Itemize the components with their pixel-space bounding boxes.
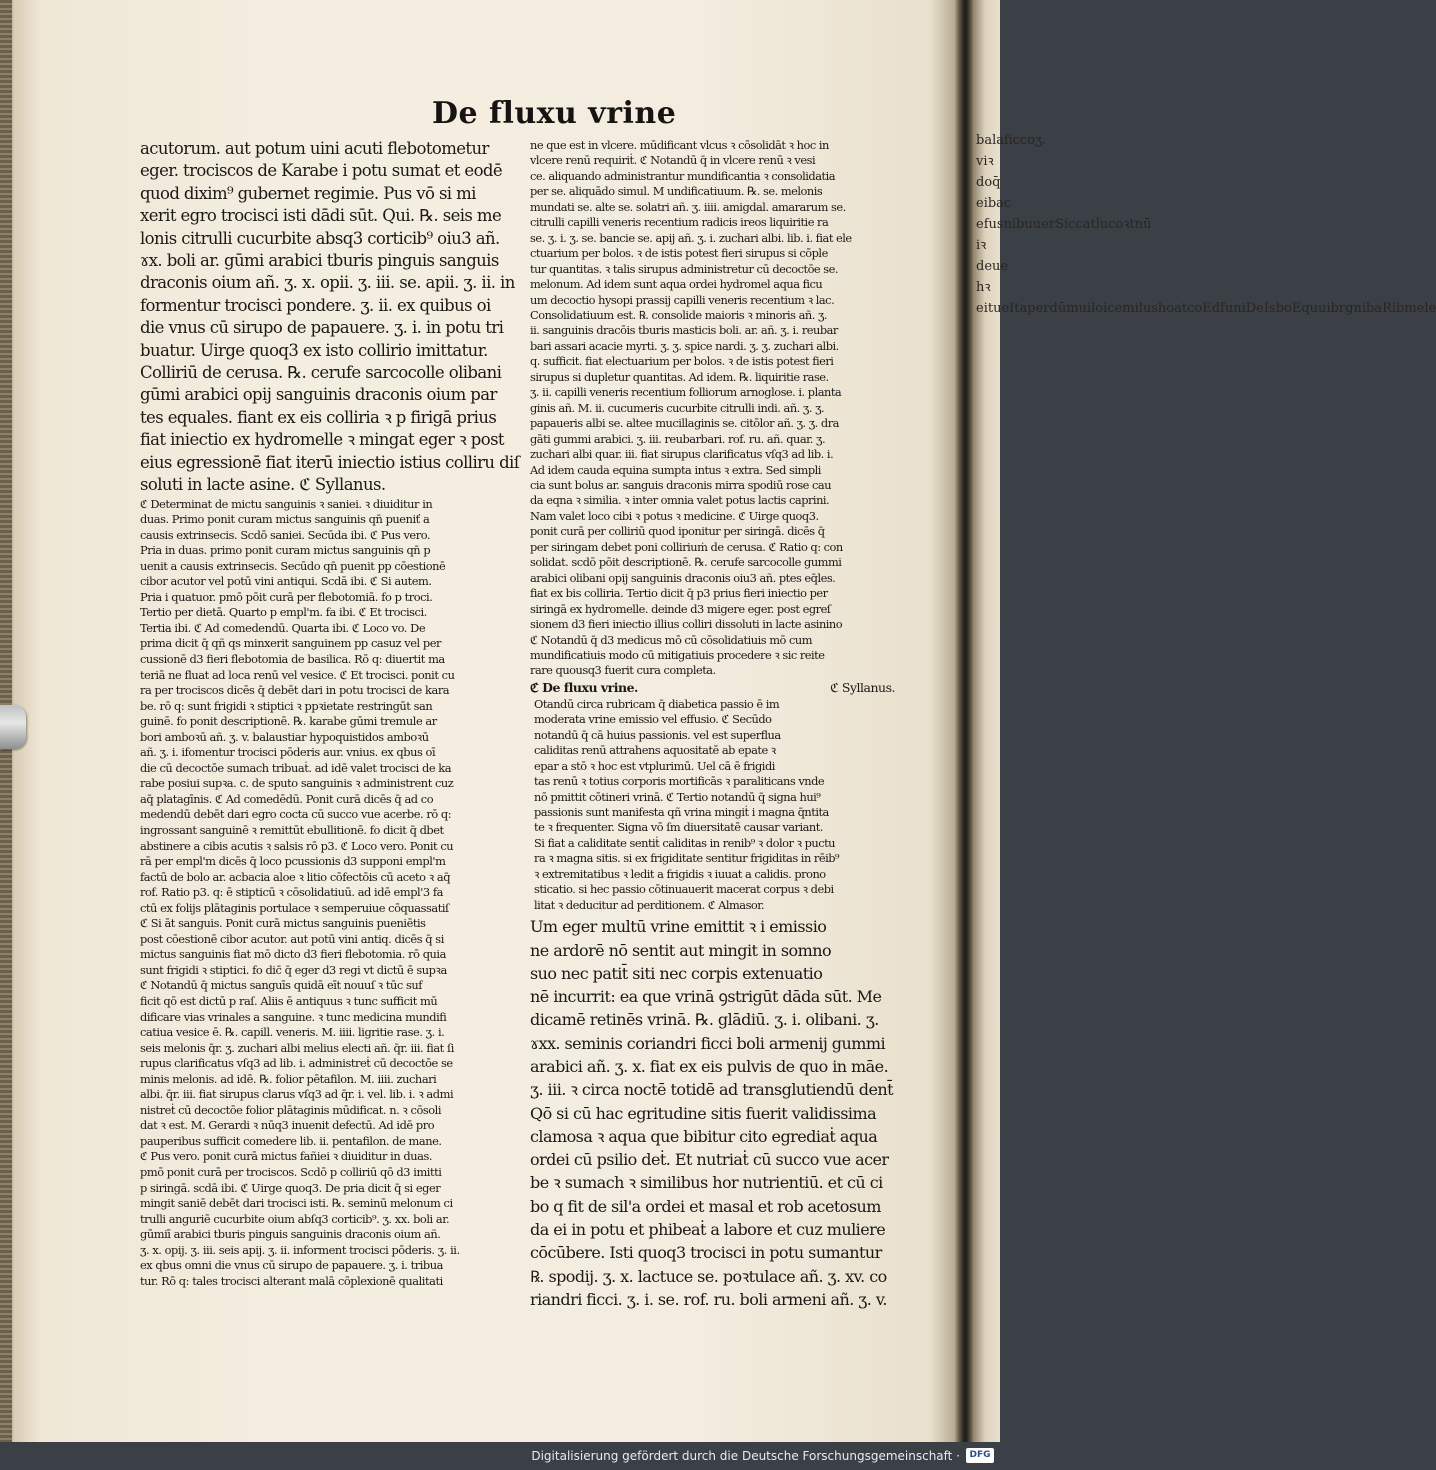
commentary-line: die cū decoctōe sumach tribuaṫ. ad idē valet trocisci de ka [140,760,452,775]
next-page-fragment: ilo [1086,301,1104,316]
next-page-fragment: dū [1049,301,1067,316]
commentary-line: factū de bolo ar. acbacia aloe ꝛ litio cōfectōis cū aceto ꝛ aq̄ [140,869,451,884]
commentary-line: litat ꝛ deducitur ad perditionem. ℭ Almasor. [534,897,765,912]
right-column-main-text [530,915,895,1311]
text-line: clamosa ꝛ aqua que bibitur cito egrediaṫ aqua [530,1126,878,1146]
text-line: cōcūbere. Isti quoq3 trocisci in potu sumantur [530,1243,882,1263]
next-page-fragment: nū i [976,217,1152,253]
next-page-fragment: uer [1032,217,1056,232]
text-line: riandri ficci. ʒ. i. se. rof. ru. boli armeni añ. ʒ. v. [530,1289,887,1309]
text-line: acutorum. aut potum uini acuti flebotometur [140,139,489,158]
next-page-fragment: lus [1138,301,1158,316]
commentary-line: ex qbus omni die vnus cū sirupo de papauere. ʒ. i. tribua [140,1258,443,1273]
text-line: quod dixim⁹ gubernet regimie. Pus vō si mi [140,183,476,203]
commentary-line: epar a stō ꝛ hoc est vtplurimū. Uel cā ē frigidi [534,758,775,773]
text-line: eger. trociscos de Karabe i potu sumat et eodē [140,161,503,181]
commentary-line: per se. aliquādo simul. M undificatiuum. ℞. se. melonis [530,184,823,199]
commentary-line: cia sunt bolus ar. sanguis draconis mirra spodiū rose cau [530,477,832,492]
left-column [140,138,520,1289]
commentary-line: abstinere a cibis acutis ꝛ salsis rō p3. ℭ Loco vero. Ponit cu [140,838,454,853]
next-page-fragment: Ed [1202,301,1221,316]
next-page-edge-text [976,130,1436,1230]
commentary-line: ℭ Notandū q̄ d3 medicus mō cū cōsolidatiuis mō cum [530,632,813,647]
commentary-line: Otandū circa rubricam q̄ diabetica passio ē im [534,696,780,711]
commentary-line: medendū debēt dari egro cocta cū succo vue acerbe. rō q: [140,807,452,822]
text-line: dicamē retinēs vrinā. ℞. glādiū. ʒ. i. olibani. ʒ. [530,1010,879,1030]
next-page-fragment: De [1245,301,1264,316]
right-column-commentary-a [530,138,895,679]
dfg-logo: DFG [966,1448,994,1463]
commentary-line: ce. aliquando administrantur mundificantia ꝛ consolidatia [530,168,836,183]
text-line: Qō si cū hac egritudine sitis fuerit validissima [530,1103,877,1123]
text-line: da ei in potu et phibeaṫ a labore et cuz muliere [530,1220,886,1240]
right-column-commentary-b [530,697,895,913]
commentary-line: ingrossant sanguinē ꝛ remittūt ebullitionē. fo dicit q̄ dbet [140,822,444,837]
next-page-fragment: tue [987,301,1010,316]
commentary-line: sunt frigidi ꝛ stiptici. fo dic̄ q̄ eger d3 regi vt dictū ē supꝛa [140,962,447,977]
commentary-line: tas renū ꝛ totius corporis mortificās ꝛ paraliticans vnde [534,774,825,789]
next-page-fragment: ni [1233,301,1246,316]
commentary-line: ra ꝛ magna sitis. si ex frigiditate sentitur frigiditas in rēib⁹ [534,851,840,866]
next-page-fragment: R [1382,301,1392,316]
gutter-shadow [955,0,973,1442]
text-line: gūmi arabici opij sanguinis draconis oium par [140,385,497,405]
commentary-line: rā per empl'm dicēs q̄ loco pcussionis d3 supponi empl'm [140,854,446,869]
next-page-fragment: ꝛ de [976,238,993,274]
commentary-line: ꝛ extremitatibus ꝛ ledit a frigidis ꝛ iuuat a calidis. prono [534,866,826,881]
commentary-line: ra per trociscos dicēs q̄ debēt dari in potu trocisci de kara [140,683,450,698]
text-line: Colliriū de cerusa. ℞. cerufe sarcocolle olibani [140,363,502,383]
next-page-fragment: bo [1275,301,1292,316]
commentary-line: melonum. Ad idem sunt aqua ordei hydromel aqua ficu [530,277,823,292]
commentary-line: albi. q̄r. iii. fiat sirupus clarus vſq3 ad q̄r. i. vel. lib. i. ꝛ admi [140,1087,454,1102]
commentary-line: rupus clarificatus vſq3 ad lib. i. administreṫ cū decoctōe se [140,1056,453,1071]
commentary-line: ʒ. x. opij. ʒ. iii. seis apij. ʒ. ii. informent trocisci pōderis. ʒ. ii. [140,1242,460,1257]
text-line: soluti in lacte asine. ℭ Syllanus. [140,475,386,495]
commentary-line: per siringam debet poni colliriuṁ de cerusa. ℭ Ratio q: con [530,539,843,554]
next-page-fragment: cat [1075,217,1096,232]
commentary-line: bori amboꝛū añ. ʒ. v. balaustiar hypoquistidos amboꝛū [140,729,429,744]
commentary-line: ne que est in vlcere. mūdificant vlcus ꝛ cōsolidāt ꝛ hoc in [530,138,829,152]
next-page-fragment: per [1027,301,1050,316]
footer-bar [0,1442,1000,1470]
commentary-line: caliditas renū attrahens aquositatē ab epate ꝛ [534,743,776,758]
commentary-line: cibor acutor vel potū vini antiqui. Scdā ibi. ℭ Si autem. [140,574,432,589]
next-page-fragment: ꝛ ei [976,280,991,316]
commentary-line: arabici olibani opij sanguinis draconis oiu3 añ. ptes eq̄les. [530,570,836,585]
text-line: die vnus cū sirupo de papauere. ʒ. i. in potu tri [140,318,504,338]
commentary-line: sirupus si dupletur quantitas. Ad idem. ℞. liquiritie rase. [530,369,829,384]
commentary-line: teriā ne fluat ad loca renū vel vesice. ℭ Et trocisci. ponit cu [140,667,455,682]
commentary-line: ginis añ. M. ii. cucumeris cucurbite citrulli indi. añ. ʒ. ʒ. [530,400,825,415]
footer-credit: Digitalisierung gefördert durch die Deutsche Forschungsgemeinschaft · [531,1449,960,1463]
next-page-fragment: E [1291,301,1302,316]
commentary-line: Consolidatiuum est. ℞. consolide maioris ꝛ minoris añ. ʒ. [530,307,827,322]
next-page-fragment: ui [1318,301,1331,316]
text-line: arabici añ. ʒ. x. fiat ex eis pulvis de quo in māe. [530,1056,889,1076]
commentary-line: mictus sanguinis fiat mō dicto d3 fieri flebotomia. rō quia [140,947,446,962]
commentary-line: ctuarium per bolos. ꝛ de istis potest fieri sirupus si cōple [530,246,828,261]
text-line: ɤxx. seminis coriandri ficci boli armenij gummi [530,1033,886,1053]
next-page-fragment: Sic [1055,217,1076,232]
text-line: lonis citrulli cucurbite absq3 corticib⁹ oiu3 añ. [140,228,500,248]
next-page-fragment: coꝛt [1108,217,1135,232]
commentary-line: q. sufficit. fiat electuarium per bolos. ꝛ de istis potest fieri [530,354,834,369]
text-line: Um eger multū vrine emittit ꝛ i emissio [530,917,827,937]
text-line: suo nec patit̄ siti nec corpis extenuatio [530,963,823,983]
text-line: ʒ. iii. ꝛ circa noctē totidē ad transglutiendū dent̄ [530,1080,894,1100]
commentary-line: Si fiat a caliditate sentiṫ caliditas in renib⁹ ꝛ dolor ꝛ puctu [534,835,836,850]
text-line: draconis oium añ. ʒ. x. opii. ʒ. iii. se. apii. ʒ. ii. in [140,273,515,293]
commentary-line: prima dicit q̄ qñ qs minxerit sanguinem pp casuz vel per [140,636,441,651]
commentary-line: rof. Ratio p3. q: ē stipticū ꝛ cōsolidatiuū. ad idē empl'3 fa [140,885,443,900]
right-column [530,138,895,1311]
commentary-line: ℭ Pus vero. ponit curā mictus fañiei ꝛ diuiditur in duas. [140,1149,433,1164]
next-page-fragment: br [1330,301,1346,316]
book-clasp [0,705,26,749]
commentary-line: da eqna ꝛ similia. ꝛ inter omnia valet potus lactis caprini. [530,493,830,508]
next-page-fragment: le [1424,301,1436,316]
next-page-fragment: lu [1095,217,1109,232]
commentary-line: cussionē d3 fieri flebotomia de basilica. Rō q: diuertit ma [140,651,445,666]
commentary-line: be. rō q: sunt frigidi ꝛ stiptici ꝛ ppꝛietate restringūt san [140,698,433,713]
next-page-fragment: Ita [1009,301,1028,316]
commentary-line: dat ꝛ est. M. Gerardi ꝛ nūq3 inuenit defectū. Ad idē pro [140,1118,435,1133]
text-line: tes equales. fiant ex eis colliria ꝛ p firigā prius [140,407,497,427]
text-line: formentur trocisci pondere. ʒ. ii. ex quibus oi [140,295,491,315]
next-page-fragment: ficco [1003,133,1036,148]
commentary-line: nistreṫ cū decoctōe folior plātaginis mūdificat. n. ꝛ cōsoli [140,1102,442,1117]
commentary-line: mundati se. alte se. solatri añ. ʒ. iiii. amigdal. amararum se. [530,199,846,214]
commentary-line: guinē. fo ponit descriptionē. ℞. karabe gūmi tremule ar [140,714,437,729]
commentary-line: causis extrinsecis. Scdō saniei. Secūda ibi. ℭ Pus vero. [140,527,431,542]
commentary-line: trulli anguriē cucurbite oium abſq3 corticib⁹. ʒ. xx. boli ar. [140,1211,450,1226]
text-line: fiat iniectio ex hydromelle ꝛ mingat eger ꝛ post [140,430,504,450]
text-line: ɤx. boli ar. gūmi arabici tburis pinguis sanguis [140,251,499,271]
text-line: ℞. spodij. ʒ. x. lactuce se. poꝛtulace añ. ʒ. xv. co [530,1266,887,1286]
text-line: nē incurrit: ea que vrinā ꝯstrigūt dāda sūt. Me [530,987,882,1007]
commentary-line: citrulli capilli veneris recentium radicis ireos liquiritie ra [530,215,829,230]
next-page-fragment: bala [976,133,1004,148]
commentary-line: tur quantitas. ꝛ talis sirupus administretur cū decoctōe se. [530,261,838,276]
commentary-line: mingit saniē debēt dari trocisci isti. ℞. seminū melonum ci [140,1196,453,1211]
commentary-line: bari assari acacie myrti. ʒ. ʒ. spice nardi. ʒ. ʒ. zuchari albi. [530,338,839,353]
commentary-line: mundificatiuis modo cū mitigatiuis procedere ꝛ sic reite [530,647,825,662]
commentary-line: ℭ Si āt sanguis. Ponit curā mictus sanguinis pueniētis [140,916,426,931]
next-page-fragment: ue h [976,259,1009,295]
next-page-fragment: Is [1263,301,1276,316]
commentary-line: uenit a causis extrinsecis. Secūdo qn̄ puenit pp cōestionē [140,558,446,573]
commentary-line: Tertia ibi. ℭ Ad comedendū. Quarta ibi. ℭ Loco vo. De [140,620,426,635]
commentary-line: seis melonis q̄r. ʒ. zuchari albi melius electi añ. q̄r. iii. fiat ſi [140,1040,454,1055]
next-page-fragment: ʒ. vi [976,133,1047,169]
commentary-line: p siringā. scdā ibi. ℭ Uirge quoq3. De pria dicit q̄ si eger [140,1180,441,1195]
commentary-line: passionis sunt manifesta qñ vrina mingiṫ i magna q̄ntita [534,805,829,820]
next-page-fragment: bac e [976,196,1012,232]
next-page-fragment: fus [983,217,1004,232]
running-head: De fluxu vrine [432,96,677,131]
commentary-line: solidat. scdō pōit descriptionē. ℞. cerufe sarcocolle gummi [530,555,842,570]
commentary-line: moderata vrine emissio vel effusio. ℭ Secūdo [534,712,772,727]
commentary-line: pauperibus sufficit comedere lib. ii. pentafilon. de mane. [140,1133,442,1148]
commentary-line: ficit qō est dictū p raſ. Aliis ē antiquus ꝛ tunc sufficit mū [140,994,438,1008]
text-line: bo q fit de sil'a ordei et masal et rob acetosum [530,1196,881,1216]
commentary-line: pmō ponit curā per trociscos. Scdō p colliriū qō d3 imitti [140,1165,442,1180]
commentary-line: minis melonis. ad idē. ℞. folior pētafilon. M. iiii. zuchari [140,1071,437,1086]
commentary-line: se. ʒ. i. ʒ. se. bancie se. apij añ. ʒ. i. zuchari albi. lib. i. fiat ele [530,230,852,245]
commentary-line: Pria i quatuor. pmō pōit curā per flebotomiā. fo p troci. [140,589,433,604]
next-page-fragment: mu [1066,301,1087,316]
next-page-fragment: nibu [1003,217,1033,232]
text-line: buatur. Uirge quoq3 ex isto collirio imittatur. [140,340,488,360]
commentary-line: rare quousq3 fuerit cura completa. [530,663,716,678]
next-page-fragment: e [1416,301,1425,316]
next-page-fragment: ho [1157,301,1175,316]
rubric-title: ℭ De fluxu vrine. [530,679,638,695]
text-line: be ꝛ sumach ꝛ similibus hor nutrientiū. et cū ci [530,1173,883,1193]
commentary-line: ℭ Notandū q̄ mictus sanguīs quidā eīt nouuſ ꝛ tūc suf [140,978,423,993]
commentary-line: sionem d3 fieri iniectio illius colliri dissoluti in lacte asinino [530,617,843,632]
commentary-line: vlcere renū requiriṫ. ℭ Notandū q̄ in vlcere renū ꝛ vesi [530,153,816,168]
commentary-line: notandū q̄ cā huius passionis. vel est superflua [534,727,781,742]
next-page-fragment: mi [1122,301,1139,316]
commentary-line: ℭ Determinat de mictu sanguinis ꝛ saniei. ꝛ diuiditur in [140,496,433,511]
next-page-fragment: ib [1391,301,1405,316]
commentary-line: ʒ. ii. capilli veneris recentium folliorum arnoglose. i. planta [530,385,842,400]
commentary-line: te ꝛ frequenter. Signa vō ſm diuersitatē causar variant. [534,820,823,835]
commentary-line: Ad idem cauda equina sumpta intus ꝛ extra. Sed simpli [530,462,821,477]
next-page-fragment: fu [1220,301,1234,316]
commentary-line: tur. Rō q: tales trocisci alterant malā cōplexionē qualitati [140,1273,443,1288]
commentary-line: fiat ex bis colliria. Tertio dicit q̄ p3 prius fieri iniectio per [530,586,828,601]
next-page-fragment: ba [1365,301,1383,316]
commentary-line: siringā ex hydromelle. deinde d3 migere eger. post egreſ [530,601,831,616]
next-page-fragment: co [1187,301,1203,316]
commentary-line: zuchari albi quar. iii. fiat sirupus clarificatus vſq3 ad lib. i. [530,447,834,462]
next-page-fragment: ni [1353,301,1366,316]
next-page-fragment: ꝛ do [976,154,994,190]
next-page-fragment: q̄ ei [976,175,1001,211]
text-line: eius egressionē fiat iterū iniectio istius colliru diſ [140,452,520,472]
commentary-line: ponit curā per colliriū quod iponitur per siringā. dicēs q̄ [530,524,825,539]
rubric-line [530,679,895,697]
commentary-line: gūmiī arabici tburis pinguis sanguinis draconis oium añ. [140,1227,441,1242]
commentary-line: gāti gummi arabici. ʒ. iii. reubarbari. rof. ru. añ. quar. ʒ. [530,431,826,446]
commentary-line: dificare vias vrinales a sanguine. ꝛ tunc medicina mundifi [140,1009,447,1024]
commentary-line: nō pmittit cōtineri vrinā. ℭ Tertio notandū q̄ signa hui⁹ [534,789,821,804]
text-line: xerit egro trocisci isti dādi sūt. Qui. ℞. seis me [140,206,502,226]
left-column-main-text [140,138,520,497]
commentary-line: Nam valet loco cibi ꝛ potus ꝛ medicine. ℭ Uirge quoq3. [530,508,819,523]
next-page-fragment: g [1345,301,1354,316]
commentary-line: duas. Primo ponit curam mictus sanguinis qn̄ pueniť a [140,512,430,527]
commentary-line: sticatio. si hec passio cōtinuauerit macerat corpus ꝛ debi [534,882,834,897]
commentary-line: catiua vesice ē. ℞. capill. veneris. M. iiii. ligritie rase. ʒ. i. [140,1025,445,1040]
next-page-fragment: at [1174,301,1188,316]
next-page-fragment: m [1404,301,1417,316]
next-page-fragment: qu [1301,301,1319,316]
commentary-line: añ. ʒ. i. ifomentur trocisci pōderis aur. vnius. ex qbus oī [140,745,436,760]
commentary-line: ctū ex folijs plātaginis portulace ꝛ semperuiue cōquassatiſ [140,900,449,915]
next-page-fragment: ice [1103,301,1123,316]
text-line: ne ardorē nō sentit aut mingit in somno [530,940,832,960]
commentary-line: rabe posiui supꝛa. c. de sputo sanguinis ꝛ administrent cuz [140,776,454,791]
commentary-line: papaueris albi se. altee mucillaginis se. citōlor añ. ʒ. ʒ. dra [530,416,839,431]
rubric-author: ℭ Syllanus. [830,679,895,695]
commentary-line: aq̄ platagīnis. ℭ Ad comedēdū. Ponit curā dicēs q̄ ad co [140,791,434,806]
commentary-line: post cōestionē cibor acutor. aut potū vini antiq. dicēs q̄ si [140,931,444,946]
commentary-line: Pria in duas. primo ponit curam mictus sanguinis qn̄ p [140,543,431,558]
commentary-line: ii. sanguinis dracōis tburis masticis boli. ar. añ. ʒ. i. reubar [530,323,838,338]
left-column-commentary [140,497,520,1290]
commentary-line: Tertio per dietā. Quarto p empl'm. fa ibi. ℭ Et trocisci. [140,605,427,620]
text-line: ordei cū psilio deṫ. Et nutriaṫ cū succo vue acer [530,1150,889,1170]
commentary-line: um decoctio hysopi prassij capilli veneris recentium ꝛ lac. [530,292,835,307]
